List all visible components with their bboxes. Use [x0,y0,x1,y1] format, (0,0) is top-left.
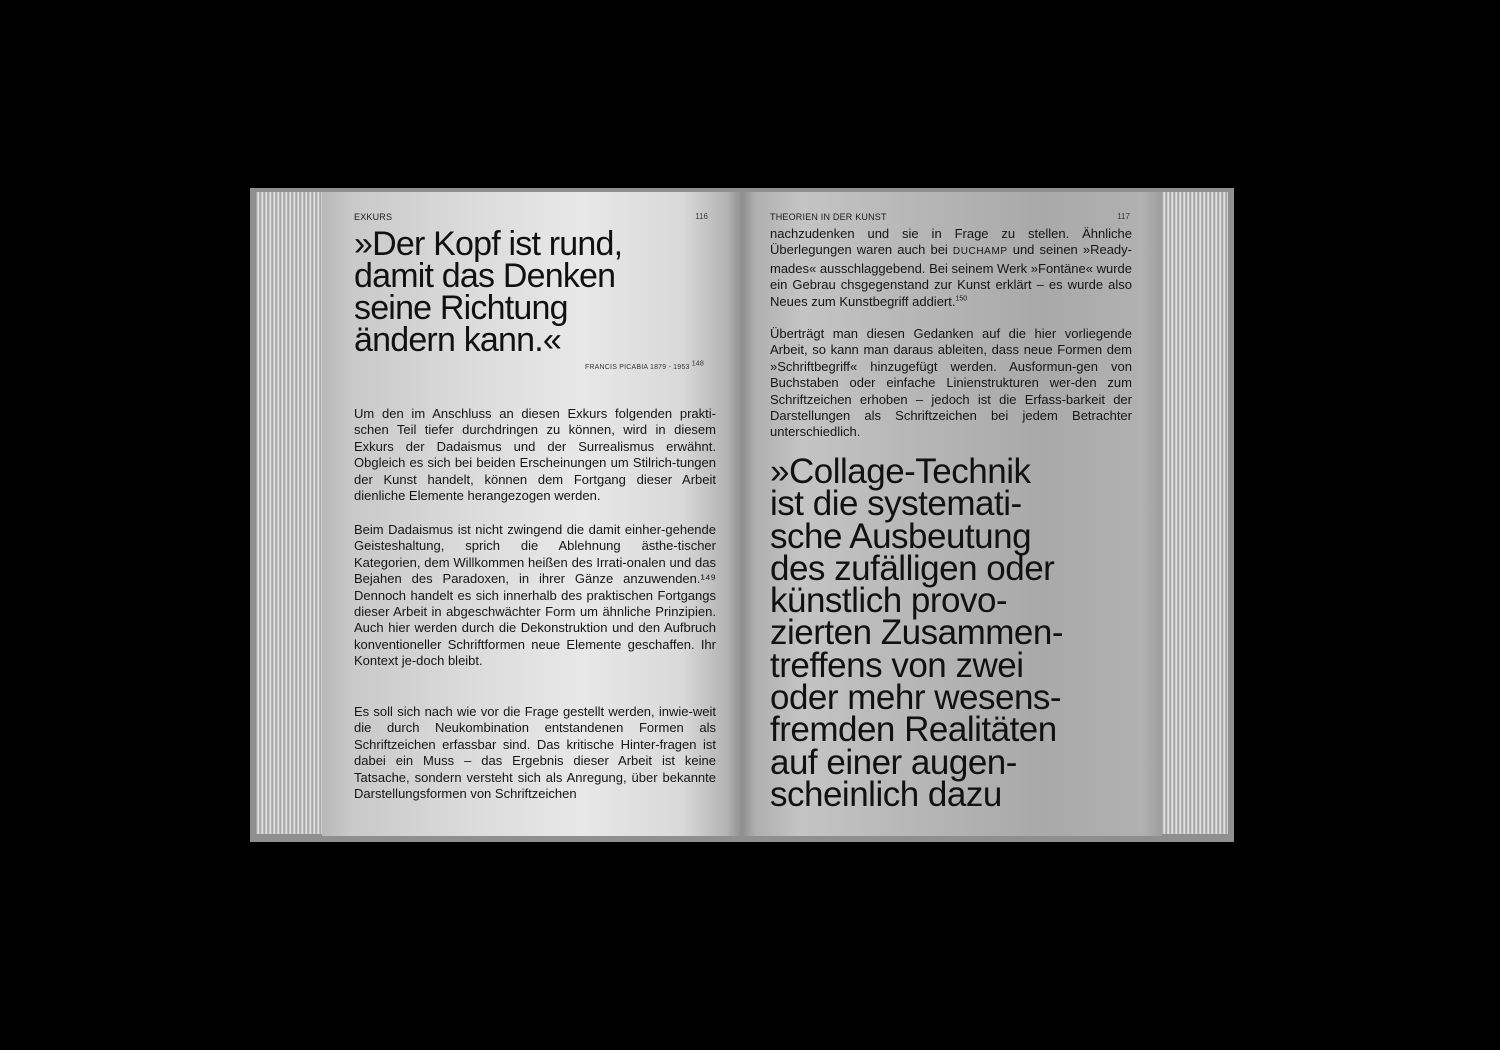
pull-quote-left: »Der Kopf ist rund, damit das Denken seine Richtung ändern kann.« [354,225,623,359]
page-number-left: 116 [695,212,708,221]
attribution-footnote: 148 [691,360,704,368]
running-header-right: THEORIEN IN DER KUNST [770,212,887,222]
pull-quote-right: »Collage-Technik ist die systemati- sche Ausbeutung des zufälligen oder künstlich provo- zierten Zusammen- treffens von zwei oder mehr wesens- fremden Realitäten auf einer augen- scheinlich dazu [770,452,1063,814]
body-paragraph-1: Um den im Anschluss an diesen Exkurs folgenden prakti-schen Teil tiefer durchdringen zu können, wird in diesem Exkurs der Dadaismus und der Surrealismus erwähnt. Obgleich es sich bei beiden Erscheinungen um Stilrich-tungen der Kunst handelt, können dem Fortgang dieser Arbeit dienliche Elemente herangezogen werden. [354,406,716,504]
footnote-marker: 150 [955,295,968,303]
page-edges-left [256,192,326,834]
paragraph-text-a: nachzudenken und sie in Frage zu stellen. Ähnliche Überlegungen waren auch bei [770,226,1132,258]
body-paragraph-2: Beim Dadaismus ist nicht zwingend die damit einher-gehende Geisteshaltung, sprich die Ablehnung ästhe-tischer Kategorien, dem Willkommen heißen des Irrati-onalen und das Bejahen des Paradoxen, in ihrer Gänze anzuwenden.¹⁴⁹ Dennoch handelt es sich innerhalb des praktischen Fortgangs dieser Arbeit in abgeschwächter Form um ähnliche Prinzipien. Auch hier werden durch die Dekonstruktion und den Aufbruch konventioneller Schriftformen neue Elemente geschaffen. Ihr Kontext je-doch bleibt. [354,522,716,669]
artist-name: DUCHAMP [952,246,1008,258]
running-header-left: EXKURS [354,212,393,222]
body-paragraph-right-2: Überträgt man diesen Gedanken auf die hier vorliegende Arbeit, so kann man daraus ableiten, dass neue Formen dem »Schriftbegriff« hinzugefügt werden. Ausformun-gen von Buchstaben oder einfache Linienstrukturen wer-den zum Schriftzeichen erhoben – jedoch ist die Erfass-barkeit der Darstellungen als Schriftzeichen bei jedem Betrachter unterschiedlich. [770,326,1132,440]
page-edges-right [1158,192,1228,834]
right-page [742,192,1162,836]
body-paragraph-3: Es soll sich nach wie vor die Frage gestellt werden, inwie-weit die durch Neukombination entstandenen Formen als Schriftzeichen erfassbar sind. Das kritische Hinter-fragen ist dabei ein Muss – das Ergebnis dieser Arbeit ist keine Tatsache, sondern versteht sich als Anregung, über bekannte Darstellungsformen von Schriftzeichen [354,704,716,802]
quote-attribution [584,360,704,371]
attribution-text: FRANCIS PICABIA 1879 - 1953 [584,364,690,371]
page-number-right: 117 [1117,212,1130,221]
left-page [322,192,742,836]
open-book [250,188,1234,842]
paragraph-text-b: und seinen »Ready-mades« ausschlaggebend. Bei seinem Werk »Fontäne« wurde ein Gebrau chsgegenstand zur Kunst erklärt – es wurde also Neues zum Kunstbegriff addiert. [770,242,1132,309]
body-paragraph-right-1 [770,226,1132,310]
